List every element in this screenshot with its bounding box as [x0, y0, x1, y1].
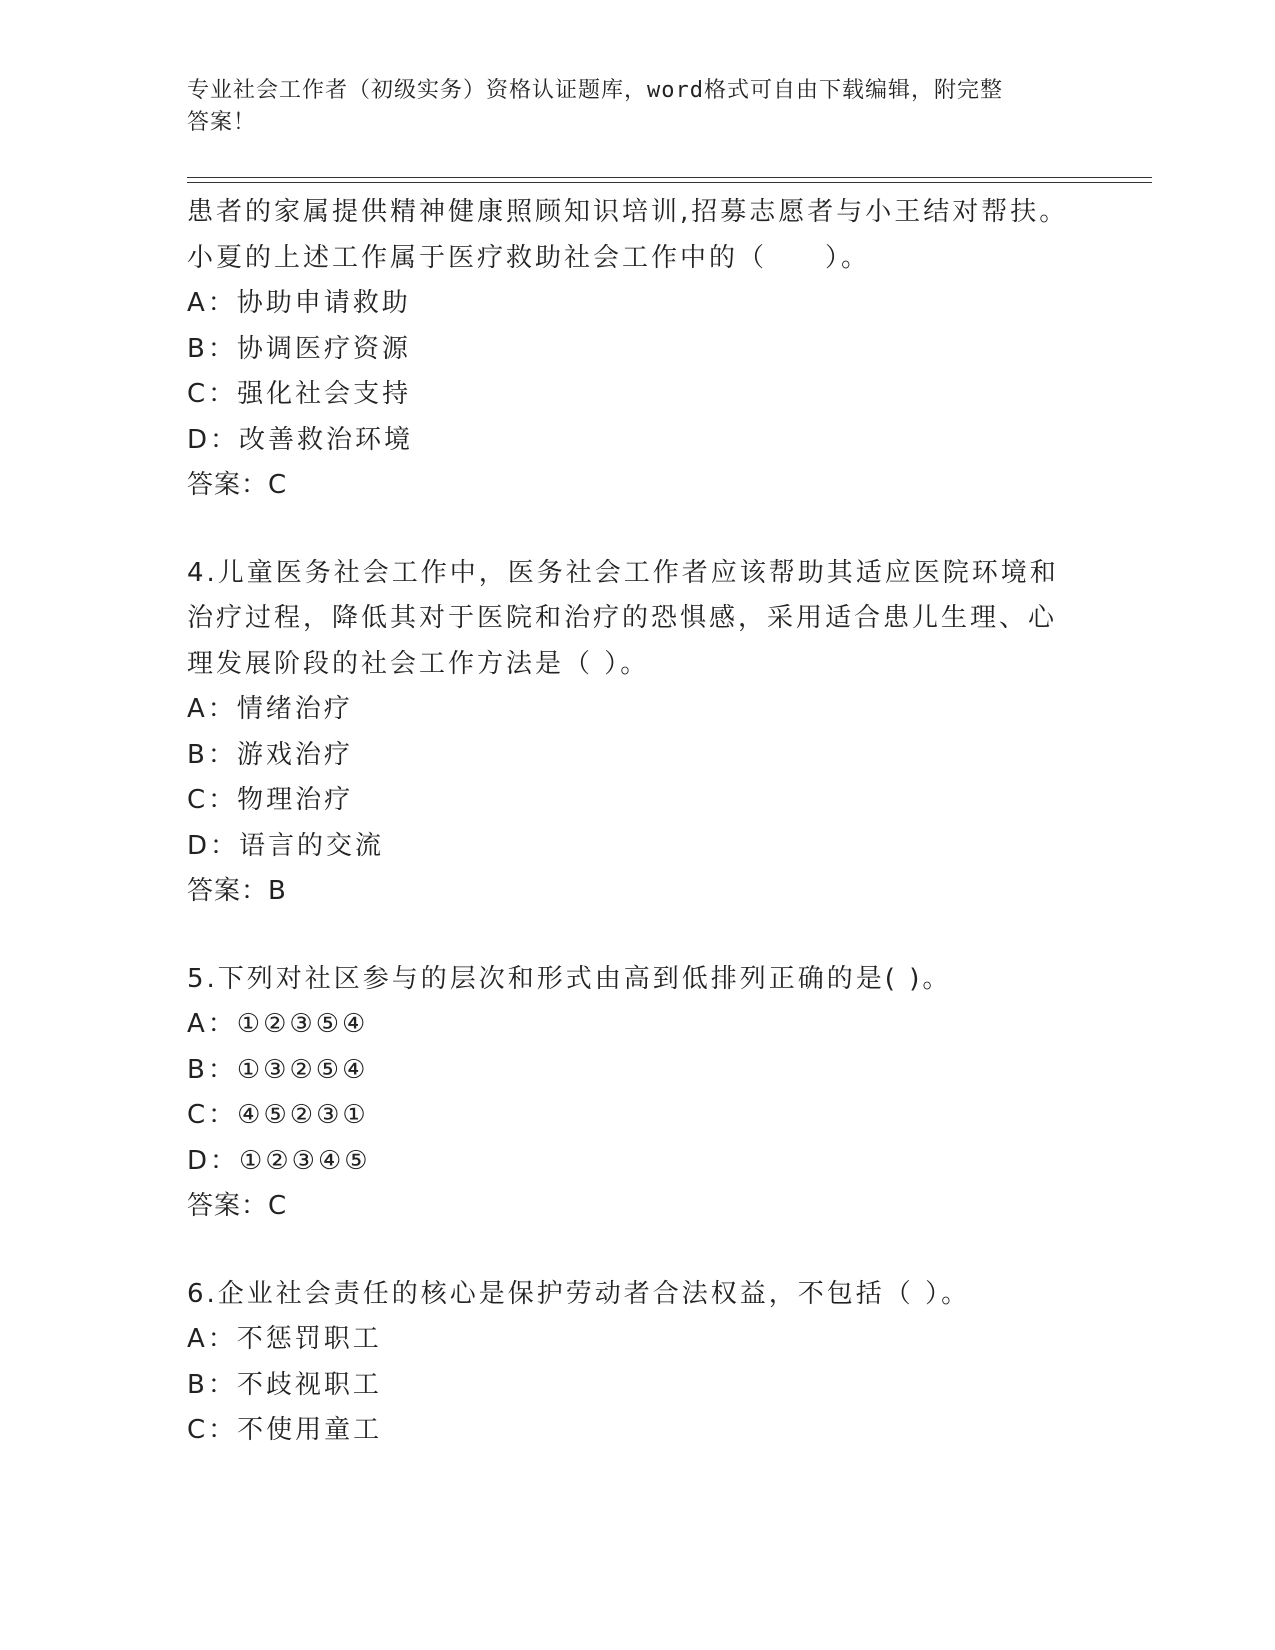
- question-3-continuation: [187, 190, 1067, 509]
- answer-line: 答案：C: [187, 470, 288, 500]
- option-a: A：情绪治疗: [187, 694, 353, 724]
- question-text-line: 患者的家属提供精神健康照顾知识培训,招募志愿者与小王结对帮扶。: [187, 197, 1069, 227]
- question-spacer: [187, 915, 1067, 957]
- option-c: C：④⑤②③①: [187, 1100, 369, 1130]
- question-text-line: 治疗过程，降低其对于医院和治疗的恐惧感，采用适合患儿生理、心: [187, 603, 1058, 633]
- header-line-1: 专业社会工作者（初级实务）资格认证题库，word格式可自由下载编辑，附完整: [187, 78, 1003, 103]
- header-divider-bottom: [187, 182, 1152, 183]
- question-6: [187, 1272, 1067, 1454]
- question-text-line: 小夏的上述工作属于医疗救助社会工作中的（ ）。: [187, 242, 871, 273]
- answer-line: 答案：B: [187, 876, 287, 906]
- option-b: B：①③②⑤④: [187, 1054, 369, 1085]
- question-4: [187, 551, 1067, 915]
- document-header: [187, 75, 1067, 139]
- option-c: C：强化社会支持: [187, 379, 412, 409]
- answer-line: 答案：C: [187, 1191, 288, 1221]
- header-divider-top: [187, 177, 1152, 178]
- question-text-line: 5.下列对社区参与的层次和形式由高到低排列正确的是( )。: [187, 963, 952, 994]
- option-c: C：不使用童工: [187, 1415, 383, 1445]
- question-spacer: [187, 509, 1067, 551]
- option-d: D：改善救治环境: [187, 424, 414, 455]
- header-line-2: 答案！: [187, 110, 257, 135]
- option-d: D：语言的交流: [187, 830, 385, 861]
- option-c: C：物理治疗: [187, 785, 354, 815]
- question-5: [187, 957, 1067, 1230]
- option-d: D：①②③④⑤: [187, 1145, 371, 1176]
- question-spacer: [187, 1230, 1067, 1272]
- question-text-line: 6.企业社会责任的核心是保护劳动者合法权益，不包括（ ）。: [187, 1278, 971, 1309]
- question-list: [187, 190, 1067, 1454]
- question-text-line: 理发展阶段的社会工作方法是（ ）。: [187, 648, 650, 679]
- option-b: B：游戏治疗: [187, 739, 353, 770]
- option-b: B：协调医疗资源: [187, 333, 411, 364]
- option-a: A：协助申请救助: [187, 288, 411, 318]
- option-a: A：不惩罚职工: [187, 1324, 382, 1354]
- option-a: A：①②③⑤④: [187, 1009, 369, 1039]
- question-text-line: 4.儿童医务社会工作中，医务社会工作者应该帮助其适应医院环境和: [187, 557, 1059, 588]
- option-b: B：不歧视职工: [187, 1369, 382, 1400]
